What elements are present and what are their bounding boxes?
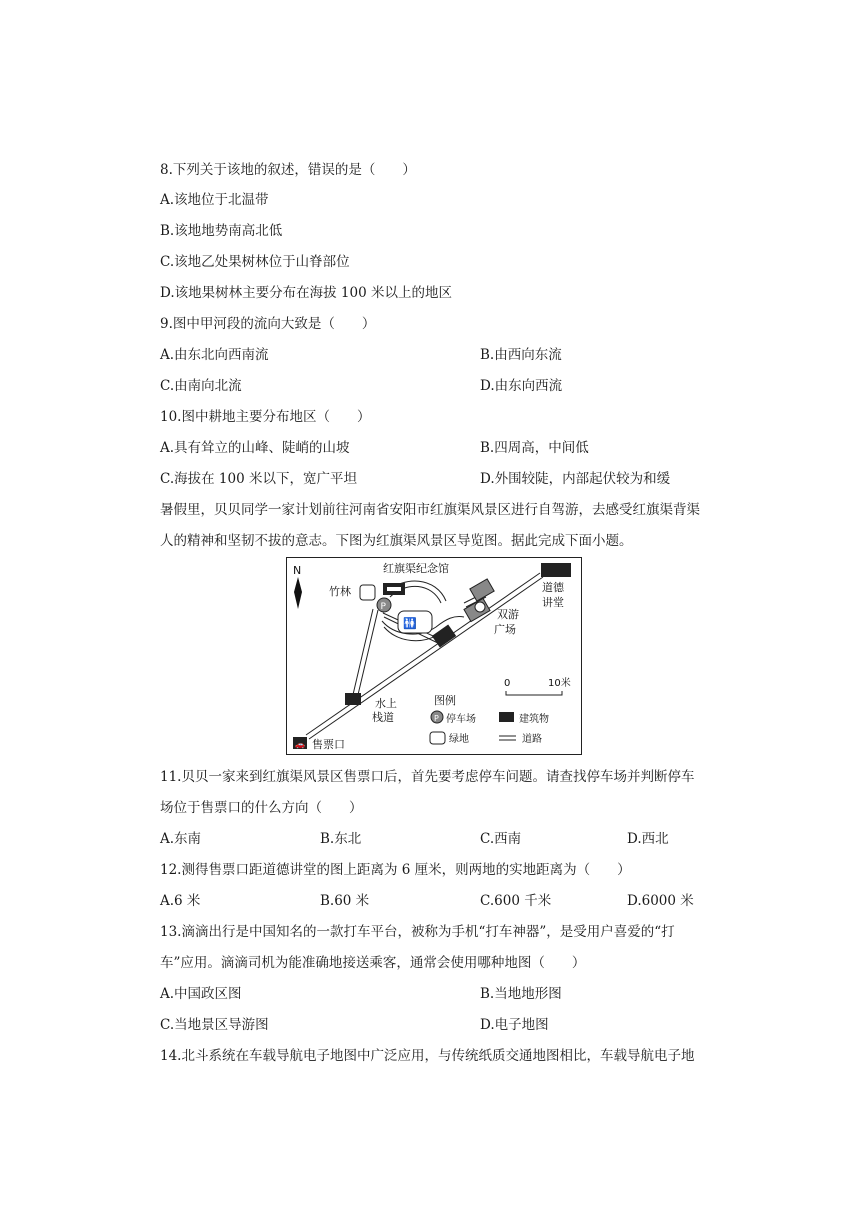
parking-symbol: P xyxy=(380,602,386,612)
restroom-icon: 🚻 xyxy=(403,617,417,630)
memorial-label: 红旗渠纪念馆 xyxy=(383,562,449,575)
square-label-2: 广场 xyxy=(494,623,516,636)
q8-stem: 8.下列关于该地的叙述，错误的是（ ） xyxy=(160,162,416,178)
moral-hall-label-2: 讲堂 xyxy=(542,596,564,609)
ticket-office-icon: 🚗 xyxy=(295,740,305,749)
q13-option-a: A.中国政区图 xyxy=(160,986,242,1002)
q8-option-a: A.该地位于北温带 xyxy=(160,192,269,208)
intro-line-1: 暑假里，贝贝同学一家计划前往河南省安阳市红旗渠风景区进行自驾游，去感受红旗渠背渠 xyxy=(160,502,700,518)
q9-option-b: B.由西向东流 xyxy=(480,347,562,363)
q11-option-d: D.西北 xyxy=(627,831,669,847)
memorial-building-detail xyxy=(387,587,401,591)
q10-option-d: D.外围较陡，内部起伏较为和缓 xyxy=(480,471,671,487)
legend-building-label: 建筑物 xyxy=(519,714,549,725)
q13-stem-1: 13.滴滴出行是中国知名的一款打车平台，被称为手机“打车神器”，是受用户喜爱的“打 xyxy=(160,924,675,940)
q8-option-c: C.该地乙处果树林位于山脊部位 xyxy=(160,254,350,270)
q12-option-a: A.6 米 xyxy=(160,893,201,909)
q12-option-d: D.6000 米 xyxy=(627,893,694,909)
bamboo-label: 竹林 xyxy=(329,585,351,598)
q12-option-c: C.600 千米 xyxy=(480,893,552,909)
scale-ten: 10米 xyxy=(548,678,571,689)
q9-option-d: D.由东向西流 xyxy=(480,378,563,394)
water-walkway-building xyxy=(345,693,361,705)
legend-green-label: 绿地 xyxy=(449,734,469,745)
q9-option-c: C.由南向北流 xyxy=(160,378,242,394)
legend-parking-label: 停车场 xyxy=(446,714,476,725)
q11-option-c: C.西南 xyxy=(480,831,522,847)
intro-line-2: 人的精神和坚韧不拔的意志。下图为红旗渠风景区导览图。据此完成下面小题。 xyxy=(160,533,633,549)
legend-title: 图例 xyxy=(434,694,456,707)
bamboo-green-area xyxy=(360,585,375,600)
square-label-1: 双游 xyxy=(497,608,519,621)
q8-option-d: D.该地果树林主要分布在海拔 100 米以上的地区 xyxy=(160,285,452,301)
q13-stem-2: 车”应用。滴滴司机为能准确地接送乘客，通常会使用哪种地图（ ） xyxy=(160,955,586,971)
q12-option-b: B.60 米 xyxy=(320,893,370,909)
square-fountain-icon xyxy=(475,602,485,612)
scenic-guide-map xyxy=(286,557,582,755)
q11-stem-1: 11.贝贝一家来到红旗渠风景区售票口后，首先要考虑停车问题。请查找停车场并判断停车 xyxy=(160,769,695,785)
q14-stem-1: 14.北斗系统在车载导航电子地图中广泛应用，与传统纸质交通地图相比，车载导航电子地 xyxy=(160,1048,695,1064)
water-walkway-label-1: 水上 xyxy=(375,697,397,710)
ticket-office-label: 售票口 xyxy=(312,738,345,751)
legend-green-icon xyxy=(430,732,445,744)
q12-stem: 12.测得售票口距道德讲堂的图上距离为 6 厘米，则两地的实地距离为（ ） xyxy=(160,862,631,878)
q10-option-c: C.海拔在 100 米以下，宽广平坦 xyxy=(160,471,357,487)
map-svg xyxy=(286,557,582,755)
q13-option-c: C.当地景区导游图 xyxy=(160,1017,269,1033)
q10-option-a: A.具有耸立的山峰、陡峭的山坡 xyxy=(160,440,350,456)
q11-stem-2: 场位于售票口的什么方向（ ） xyxy=(160,800,363,816)
q11-option-a: A.东南 xyxy=(160,831,202,847)
scale-zero: 0 xyxy=(504,678,511,689)
q10-stem: 10.图中耕地主要分布地区（ ） xyxy=(160,409,371,425)
legend-building-icon xyxy=(499,712,514,722)
q10-option-b: B.四周高，中间低 xyxy=(480,440,589,456)
q13-option-d: D.电子地图 xyxy=(480,1017,549,1033)
water-walkway-label-2: 栈道 xyxy=(372,711,394,724)
moral-hall-label-1: 道德 xyxy=(542,581,564,594)
legend-parking-symbol: P xyxy=(434,714,439,723)
q9-stem: 9.图中甲河段的流向大致是（ ） xyxy=(160,316,376,332)
north-label: N xyxy=(293,564,302,577)
q11-option-b: B.东北 xyxy=(320,831,362,847)
q8-option-b: B.该地地势南高北低 xyxy=(160,223,283,239)
q13-option-b: B.当地地形图 xyxy=(480,986,562,1002)
legend-road-label: 道路 xyxy=(522,734,542,745)
moral-hall-building xyxy=(541,563,571,577)
q9-option-a: A.由东北向西南流 xyxy=(160,347,269,363)
